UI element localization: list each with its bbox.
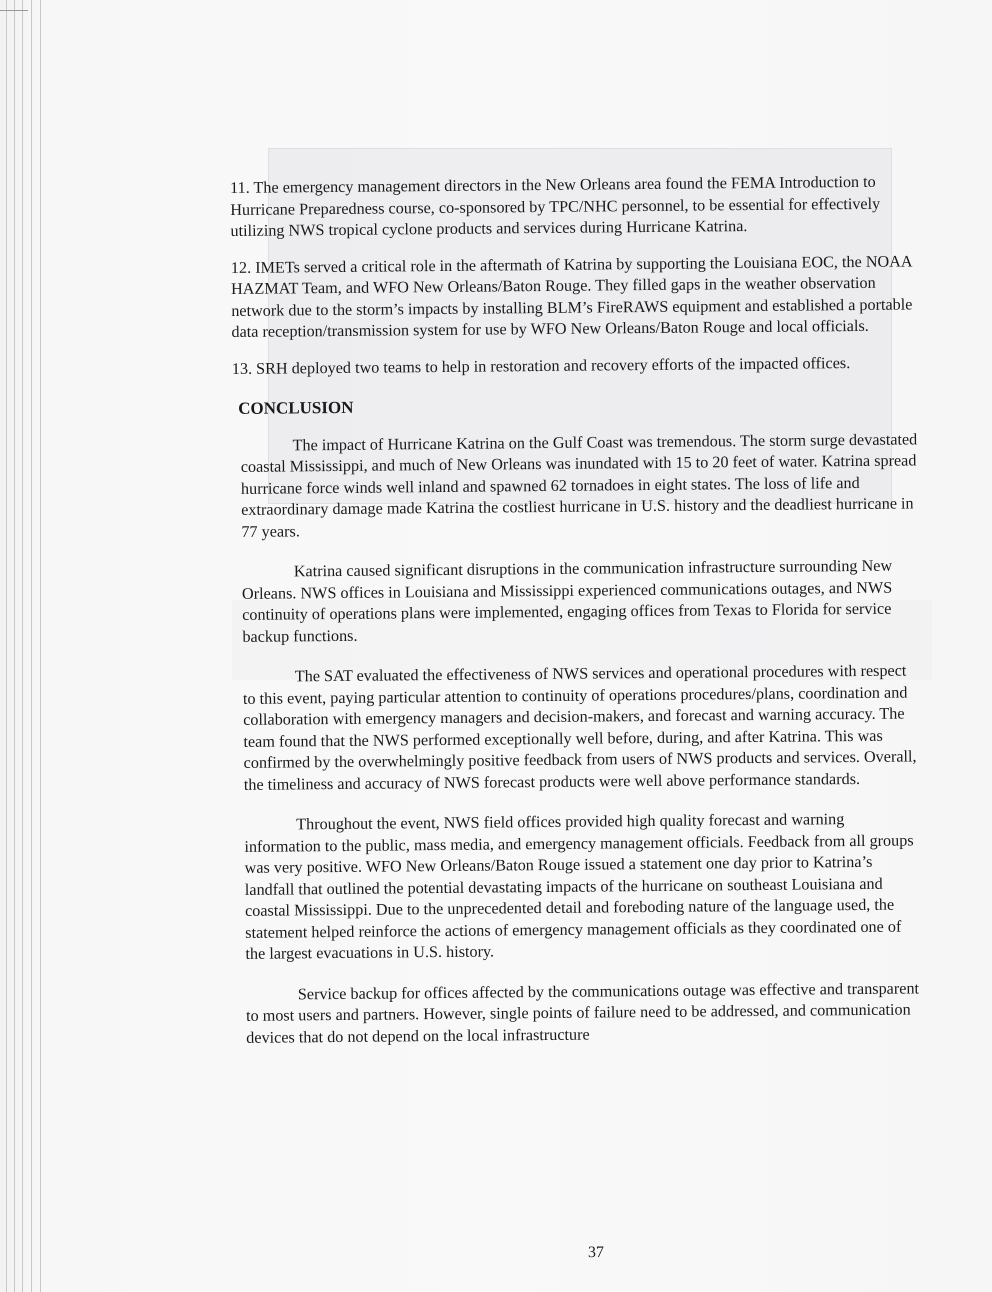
page-number: 37 [587,1243,605,1262]
document-body [230,171,925,1068]
page-edge [6,0,7,1292]
conclusion-paragraph: The impact of Hurricane Katrina on the Gulf Coast was tremendous. The storm surge devastated coastal Mississippi, and much of New Orleans was inundated with 15 to 20 feet of water. Katrina spread hurricane force winds well inland and spawned 62 tornadoes in eight states. The loss of life and extraordinary damage made Katrina the costliest hurricane in U.S. history and the deadliest hurricane in 77 years. [240,429,918,541]
conclusion-paragraph: Service backup for offices affected by the communications outage was effective and transparent to most users and partners. However, single points of failure need to be addressed, and communication devices that do not depend on the local infrastructure [245,978,920,1047]
numbered-item-11: 11. The emergency management directors in the New Orleans area found the FEMA Introduction to Hurricane Preparedness course, co-sponsored by TPC/NHC personnel, to be essential for effectively utilizing NWS tropical cyclone products and services during Hurricane Katrina. [230,172,881,240]
conclusion-paragraph: Throughout the event, NWS field offices provided high quality forecast and warning information to the public, mass media, and emergency management officials. Feedback from all groups was very positive. WFO New Orleans/Baton Rouge issued a statement one day prior to Katrina’s landfall that outlined the potential devastating impacts of the hurricane on southeast Louisiana and coastal Mississippi. Due to the unprecedented detail and foreboding nature of the language used, the statement helped reinforce the actions of emergency management officials as they coordinated one of the largest evacuations in U.S. history. [244,810,914,963]
page-edge [22,0,23,1292]
page-edge [14,0,15,1292]
page-edge [31,0,32,1292]
numbered-item-13: 13. SRH deployed two teams to help in restoration and recovery efforts of the impacted offices. [231,353,851,378]
section-heading: CONCLUSION [238,397,354,418]
corner-mark [0,10,28,11]
conclusion-paragraph: The SAT evaluated the effectiveness of NWS services and operational procedures with respect to this event, paying particular attention to continuity of operations procedures/plans, coordination and collaboration with emergency managers and decision-makers, and forecast and warning accuracy. The team found that the NWS performed exceptionally well before, during, and after Katrina. This was confirmed by the overwhelmingly positive feedback from users of NWS products and services. Overall, the timeliness and accuracy of NWS forecast products were well above performance standards. [242,661,917,794]
numbered-item-12: 12. IMETs served a critical role in the aftermath of Katrina by supporting the Louisiana EOC, the NOAA HAZMAT Team, and WFO New Orleans/Baton Rouge. They filled gaps in the weather observation network due to the storm’s impacts by installing BLM’s FireRAWS equipment and established a portable data reception/transmission system for use by WFO New Orleans/Baton Rouge and local officials. [230,251,913,341]
page-edge [40,0,41,1292]
conclusion-paragraph: Katrina caused significant disruptions in the communication infrastructure surrounding New Orleans. NWS offices in Louisiana and Mississippi experienced communications outages, and NWS continuity of operations plans were implemented, engaging offices from Texas to Florida for service backup functions. [241,556,893,646]
